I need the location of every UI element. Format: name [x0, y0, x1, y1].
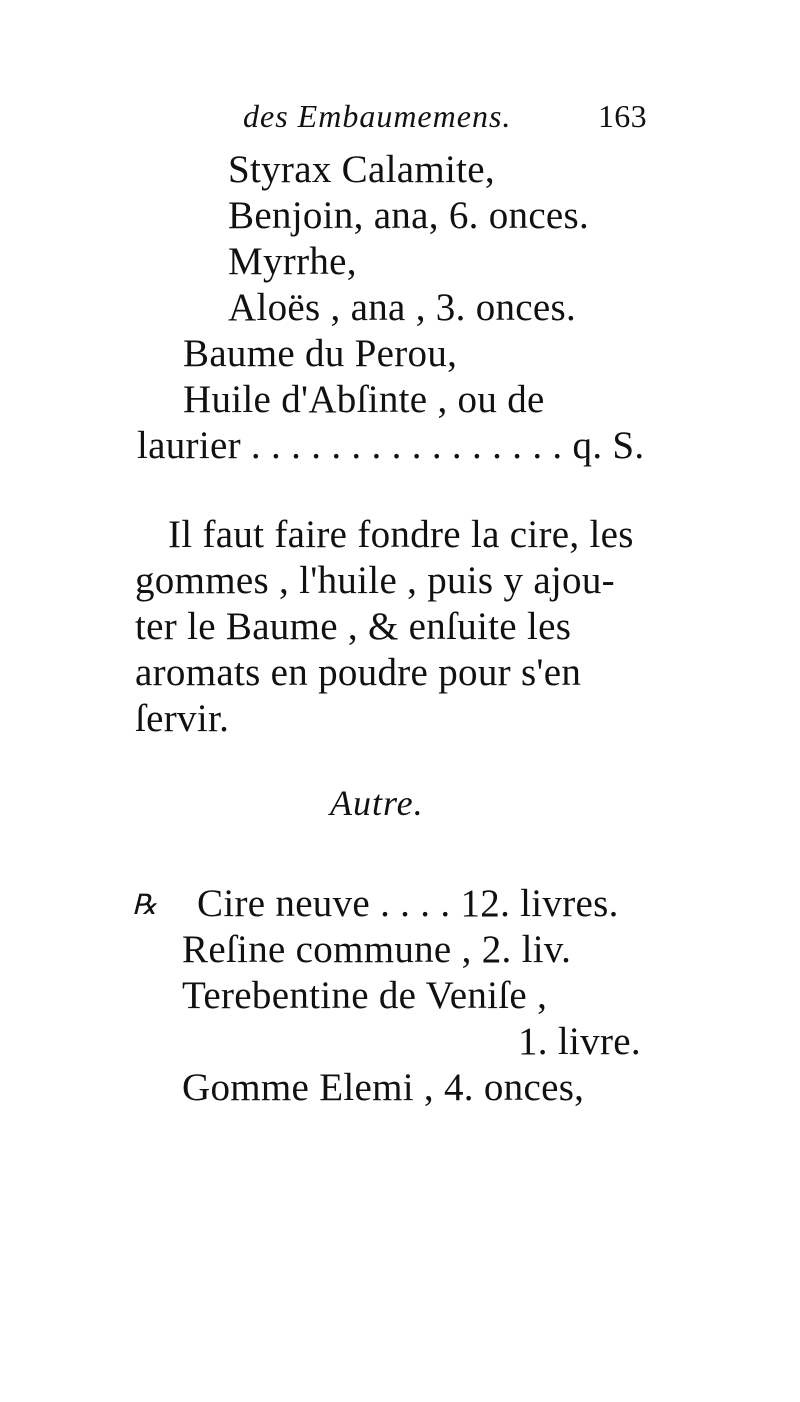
- ingredient-line: Huile d'Abſinte , ou de: [183, 378, 545, 421]
- ingredient-line: Terebentine de Veniſe ,: [182, 974, 548, 1017]
- paragraph-line: ter le Baume , & enſuite les: [135, 605, 572, 648]
- running-title: des Embaumemens.: [243, 98, 512, 134]
- ingredient-line: 1. livre.: [518, 1020, 641, 1063]
- recipe-symbol: ℞: [132, 890, 158, 921]
- ingredient-line: Myrrhe,: [228, 240, 357, 283]
- ingredient-line: Cire neuve . . . . 12. livres.: [197, 882, 619, 925]
- ingredient-line: laurier . . . . . . . . . . . . . . . . q. S.: [137, 424, 645, 467]
- section-heading: Autre.: [330, 783, 424, 823]
- ingredient-line: Baume du Perou,: [183, 332, 458, 375]
- paragraph-line: ſervir.: [135, 697, 230, 740]
- ingredient-line: Benjoin, ana, 6. onces.: [228, 194, 590, 237]
- paragraph-line: Il faut faire fondre la cire, les: [168, 513, 634, 556]
- page-number: 163: [598, 98, 647, 134]
- ingredient-line: Styrax Calamite,: [228, 148, 495, 191]
- ingredient-line: Reſine commune , 2. liv.: [182, 928, 572, 971]
- ingredient-line: Aloës , ana , 3. onces.: [228, 286, 577, 329]
- paragraph-line: gommes , l'huile , puis y ajou-: [135, 559, 615, 602]
- ingredient-line: Gomme Elemi , 4. onces,: [182, 1066, 585, 1109]
- paragraph-line: aromats en poudre pour s'en: [135, 651, 582, 694]
